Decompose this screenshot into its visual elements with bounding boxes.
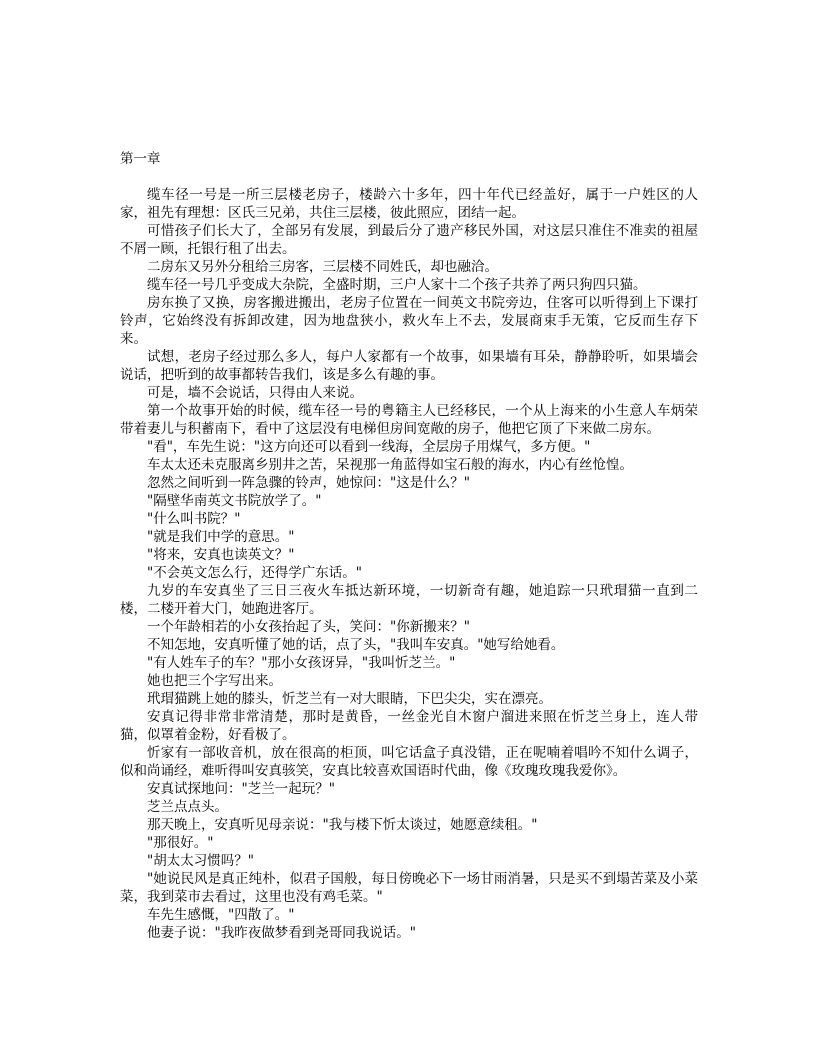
paragraph: 他妻子说："我昨夜做梦看到尧哥同我说话。" (147, 925, 416, 941)
paragraph: 缆车径一号几乎变成大杂院，全盛时期，三户人家十二个孩子共养了两只狗四只猫。 (147, 277, 647, 293)
paragraph: "胡太太习惯吗？" (147, 853, 254, 869)
paragraph: 九岁的车安真坐了三日三夜火车抵达新环境，一切新奇有趣，她追踪一只玳瑁猫一直到二楼，二楼开着大门，她跑进客厅。 (120, 583, 698, 617)
paragraph: 玳瑁猫跳上她的膝头，忻芝兰有一对大眼睛，下巴尖尖，实在漂亮。 (147, 691, 552, 707)
paragraph: "就是我们中学的意思。" (147, 529, 295, 545)
paragraph: "那很好。" (147, 835, 214, 851)
paragraph: 那天晚上，安真听见母亲说："我与楼下忻太谈过，她愿意续租。" (147, 817, 538, 833)
paragraph: 不知怎地，安真听懂了她的话，点了头，"我叫车安真。"她写给她看。 (147, 637, 565, 653)
chapter-title: 第一章 (120, 151, 161, 167)
paragraph: 一个年龄相若的小女孩抬起了头，笑问："你新搬来？" (147, 619, 470, 635)
paragraph: "有人姓车子的车？"那小女孩讶异，"我叫忻芝兰。" (147, 655, 456, 671)
paragraph: 第一个故事开始的时候，缆车径一号的粤籍主人已经移民，一个从上海来的小生意人车炳荣带着妻儿与积蓄南下，看中了这层没有电梯但房间宽敞的房子，他把它顶了下来做二房东。 (120, 403, 698, 437)
paragraph: "看"，车先生说："这方向还可以看到一线海，全层房子用煤气，多方便。" (147, 439, 591, 455)
paragraph: "隔壁华南英文书院放学了。" (147, 493, 322, 509)
paragraph: 可是，墙不会说话，只得由人来说。 (147, 385, 363, 401)
paragraph: "什么叫书院？" (147, 511, 241, 527)
paragraph: 缆车径一号是一所三层楼老房子，楼龄六十多年，四十年代已经盖好，属于一户姓区的人家，祖先有理想：区氏三兄弟，共住三层楼，彼此照应，团结一起。 (120, 187, 698, 221)
paragraph: 车先生感慨，"四散了。" (147, 907, 295, 923)
paragraph: 车太太还未克服离乡别井之苦，呆视那一角蓝得如宝石般的海水，内心有丝怆惶。 (147, 457, 633, 473)
paragraph: 芝兰点点头。 (147, 799, 228, 815)
paragraph: "将来，安真也读英文？" (147, 547, 295, 563)
document-page (120, 150, 698, 942)
paragraph: 二房东又另外分租给三房客，三层楼不同姓氏，却也融洽。 (147, 259, 498, 275)
paragraph: 试想，老房子经过那么多人，每户人家都有一个故事，如果墙有耳朵，静静聆听，如果墙会说话，把听到的故事都转告我们，该是多么有趣的事。 (120, 349, 698, 383)
paragraph: 她也把三个字写出来。 (147, 673, 282, 689)
paragraph: 可惜孩子们长大了，全部另有发展，到最后分了遗产移民外国，对这层只准住不准卖的祖屋不屑一顾，托银行租了出去。 (120, 223, 698, 257)
paragraph: 安真试探地问："芝兰一起玩？" (147, 781, 335, 797)
paragraph: 安真记得非常非常清楚，那时是黄昏，一丝金光自木窗户溜进来照在忻芝兰身上，连人带猫，似罩着金粉，好看极了。 (120, 709, 698, 743)
paragraph: 忽然之间听到一阵急骤的铃声，她惊问："这是什么？" (147, 475, 470, 491)
chapter-body (120, 186, 698, 942)
paragraph: "不会英文怎么行，还得学广东话。" (147, 565, 362, 581)
paragraph: 房东换了又换，房客搬进搬出，老房子位置在一间英文书院旁边，住客可以听得到上下课打铃声，它始终没有拆卸改建，因为地盘狭小，救火车上不去，发展商束手无策，它反而生存下来。 (120, 295, 698, 347)
paragraph: "她说民风是真正纯朴，似君子国般，每日傍晚必下一场甘雨消暑，只是买不到塌苦菜及小菜菜，我到菜市去看过，这里也没有鸡毛菜。" (120, 871, 698, 905)
paragraph: 忻家有一部收音机，放在很高的柜顶，叫它话盒子真没错，正在呢喃着唱吟不知什么调子，似和尚诵经，难听得叫安真骇笑，安真比较喜欢国语时代曲，像《玫瑰玫瑰我爱你》。 (120, 745, 698, 779)
